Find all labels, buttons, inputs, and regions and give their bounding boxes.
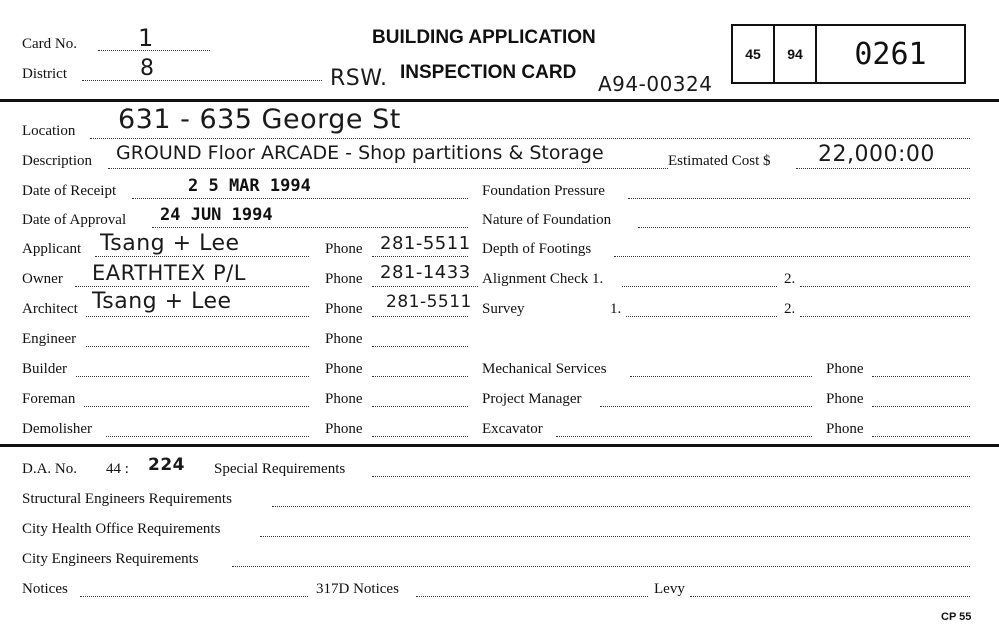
- reference-code-a: 45: [733, 26, 775, 82]
- engineer-label: Engineer: [22, 331, 77, 347]
- project-manager-label: Project Manager: [482, 391, 582, 407]
- date-of-approval-label: Date of Approval: [22, 212, 127, 228]
- owner-phone-label: Phone: [325, 271, 363, 287]
- notices-317d-label: 317D Notices: [316, 581, 399, 597]
- location-dots: [90, 138, 970, 139]
- nature-of-foundation-label: Nature of Foundation: [482, 212, 612, 228]
- architect-dots: [86, 316, 309, 317]
- demolisher-label: Demolisher: [22, 421, 92, 437]
- description-label: Description: [22, 153, 92, 169]
- section-divider: [0, 444, 999, 447]
- city-health-dots: [260, 536, 970, 537]
- da-no-prefix: 44 :: [106, 461, 129, 477]
- survey-2-dots: [800, 316, 970, 317]
- date-of-approval-stamp: 24 JUN 1994: [160, 205, 273, 225]
- applicant-dots: [95, 256, 309, 257]
- owner-dots: [75, 286, 309, 287]
- project-manager-phone-dots: [872, 406, 970, 407]
- alignment-check-2-label: 2.: [784, 271, 796, 287]
- da-no-label: D.A. No.: [22, 461, 77, 477]
- survey-2-label: 2.: [784, 301, 796, 317]
- excavator-phone-dots: [872, 436, 970, 437]
- foundation-pressure-label: Foundation Pressure: [482, 183, 605, 199]
- description-value: GROUND Floor ARCADE - Shop partitions & Storage: [116, 142, 604, 164]
- card-no-value: 1: [138, 24, 154, 52]
- alignment-check-2-dots: [800, 286, 970, 287]
- engineer-phone-label: Phone: [325, 331, 363, 347]
- district-value: 8: [140, 56, 155, 81]
- description-dots: [108, 168, 668, 169]
- notices-label: Notices: [22, 581, 68, 597]
- district-label: District: [22, 66, 67, 82]
- estimated-cost-dots: [796, 168, 970, 169]
- form-title-line2: INSPECTION CARD: [400, 62, 577, 83]
- project-manager-dots: [600, 406, 812, 407]
- demolisher-dots: [106, 436, 309, 437]
- architect-phone-dots: [372, 316, 468, 317]
- mechanical-services-label: Mechanical Services: [482, 361, 607, 377]
- city-health-label: City Health Office Requirements: [22, 521, 221, 537]
- applicant-phone-dots: [372, 256, 468, 257]
- levy-dots: [690, 596, 970, 597]
- mechanical-services-phone-dots: [872, 376, 970, 377]
- city-engineers-dots: [232, 566, 970, 567]
- engineer-phone-dots: [372, 346, 468, 347]
- builder-phone-dots: [372, 376, 468, 377]
- owner-value: EARTHTEX P/L: [92, 261, 246, 285]
- applicant-phone-label: Phone: [325, 241, 363, 257]
- special-requirements-dots: [372, 476, 970, 477]
- depth-of-footings-dots: [614, 256, 970, 257]
- mechanical-services-phone-label: Phone: [826, 361, 864, 377]
- applicant-label: Applicant: [22, 241, 82, 257]
- architect-phone: 281-5511: [386, 292, 472, 312]
- alignment-check-1-dots: [622, 286, 777, 287]
- reference-number: 0261: [854, 36, 927, 72]
- survey-label: Survey: [482, 301, 525, 317]
- builder-dots: [76, 376, 309, 377]
- da-no-value: 224: [148, 455, 185, 475]
- nature-of-foundation-dots: [638, 227, 970, 228]
- builder-label: Builder: [22, 361, 67, 377]
- depth-of-footings-label: Depth of Footings: [482, 241, 592, 257]
- applicant-value: Tsang + Lee: [100, 231, 240, 256]
- builder-phone-label: Phone: [325, 361, 363, 377]
- foreman-phone-dots: [372, 406, 468, 407]
- location-value: 631 - 635 George St: [118, 104, 401, 135]
- alignment-check-label: Alignment Check 1.: [482, 271, 604, 287]
- levy-label: Levy: [654, 581, 685, 597]
- reference-code-b: 94: [775, 26, 817, 82]
- foreman-dots: [84, 406, 309, 407]
- card-no-label: Card No.: [22, 36, 77, 52]
- form-title-line1: BUILDING APPLICATION: [372, 27, 596, 48]
- foreman-phone-label: Phone: [325, 391, 363, 407]
- demolisher-phone-dots: [372, 436, 468, 437]
- architect-label: Architect: [22, 301, 78, 317]
- form-code: CP 55: [941, 611, 972, 623]
- card-no-dots: [98, 50, 210, 51]
- district-dots: [82, 80, 322, 81]
- survey-1-dots: [626, 316, 777, 317]
- mechanical-services-dots: [630, 376, 812, 377]
- foreman-label: Foreman: [22, 391, 76, 407]
- survey-1-label: 1.: [610, 301, 622, 317]
- date-of-receipt-dots: [132, 198, 468, 199]
- excavator-label: Excavator: [482, 421, 543, 437]
- special-requirements-label: Special Requirements: [214, 461, 346, 477]
- date-of-approval-dots: [152, 227, 468, 228]
- estimated-cost-label: Estimated Cost $: [668, 153, 771, 169]
- engineer-dots: [86, 346, 309, 347]
- location-label: Location: [22, 123, 76, 139]
- owner-label: Owner: [22, 271, 63, 287]
- project-manager-phone-label: Phone: [826, 391, 864, 407]
- applicant-phone: 281-5511: [380, 233, 471, 254]
- city-engineers-label: City Engineers Requirements: [22, 551, 199, 567]
- notices-317d-dots: [416, 596, 648, 597]
- reference-box: [731, 24, 966, 84]
- architect-value: Tsang + Lee: [92, 289, 232, 314]
- excavator-dots: [556, 436, 812, 437]
- file-reference: A94-00324: [598, 72, 713, 96]
- architect-phone-label: Phone: [325, 301, 363, 317]
- notices-dots: [80, 596, 308, 597]
- estimated-cost-value: 22,000:00: [818, 142, 935, 167]
- owner-phone-dots: [372, 286, 478, 287]
- header-divider: [0, 99, 999, 102]
- excavator-phone-label: Phone: [826, 421, 864, 437]
- demolisher-phone-label: Phone: [325, 421, 363, 437]
- date-of-receipt-label: Date of Receipt: [22, 183, 117, 199]
- structural-engineers-dots: [272, 506, 970, 507]
- date-of-receipt-stamp: 2 5 MAR 1994: [188, 176, 311, 196]
- structural-engineers-label: Structural Engineers Requirements: [22, 491, 232, 507]
- initials: RSW.: [330, 66, 388, 91]
- owner-phone: 281-1433: [380, 262, 471, 283]
- foundation-pressure-dots: [628, 198, 970, 199]
